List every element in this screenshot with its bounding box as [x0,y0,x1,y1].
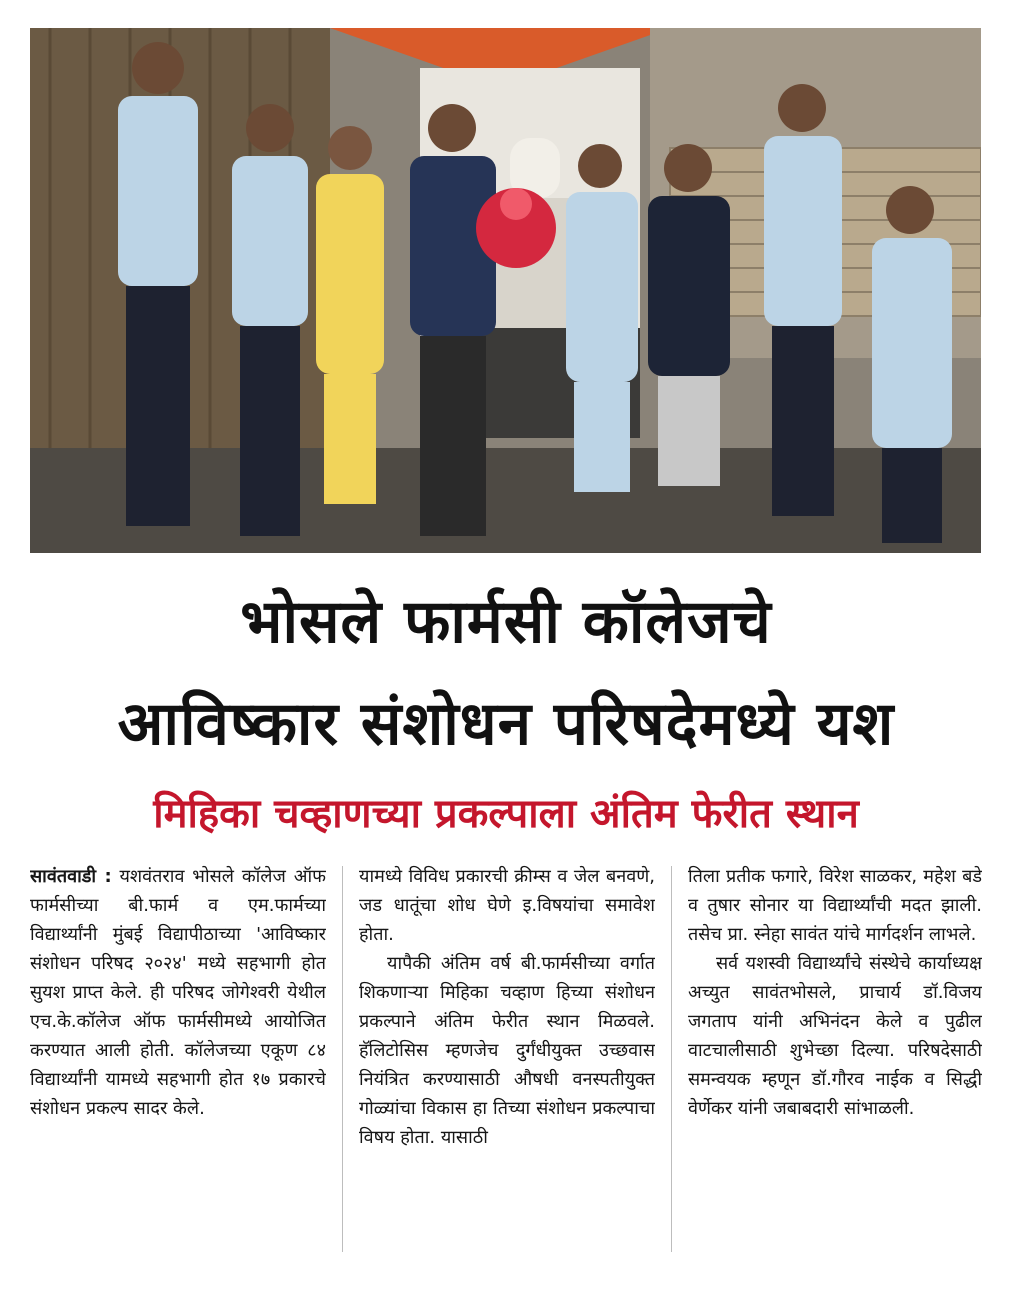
paragraph: यामध्ये विविध प्रकारची क्रीम्स व जेल बनवणे, जड धातूंचा शोध घेणे इ.विषयांचा समावेश होता. [359,866,655,945]
subheadline: मिहिका चव्हाणच्या प्रकल्पाला अंतिम फेरीत स्थान [153,791,859,837]
paragraph [30,862,326,1123]
paragraph: सर्व यशस्वी विद्यार्थ्यांचे संस्थेचे कार्याध्यक्ष अच्युत सावंतभोसले, प्राचार्य डॉ.विजय जगताप यांनी अभिनंदन केले व पुढील वाटचालीसाठी शुभेच्छा दिल्या. परिषदेसाठी समन्वयक म्हणून डॉ.गौरव नाईक व सिद्धी वेर्णेकर यांनी जबाबदारी सांभाळली. [688,953,982,1119]
paragraph: तिला प्रतीक फगारे, विरेश साळकर, महेश बडे व तुषार सोनार या विद्यार्थ्यांची मदत झाली. तसेच प्रा. स्नेहा सावंत यांचे मार्गदर्शन लाभले. [688,866,982,945]
headline-line-2: आविष्कार संशोधन परिषदेमध्ये यश [117,689,895,759]
article-column-1 [30,862,326,1262]
paragraph: यापैकी अंतिम वर्ष बी.फार्मसीच्या वर्गात शिकणाऱ्या मिहिका चव्हाण हिच्या संशोधन प्रकल्पाने अंतिम फेरीत स्थान मिळवले. हॅलिटोसिस म्हणजेच दुर्गंधीयुक्त उच्छवास नियंत्रित करण्यासाठी औषधी वनस्पतीयुक्त गोळ्यांचा विकास हा तिच्या संशोधन प्रकल्पाचा विषय होता. यासाठी [359,953,655,1148]
paragraph-text: यशवंतराव भोसले कॉलेज ऑफ फार्मसीच्या बी.फार्म व एम.फार्मच्या विद्यार्थ्यांनी मुंबई विद्यापीठाच्या 'आविष्कार संशोधन परिषद २०२४' मध्ये सहभागी होत सुयश प्राप्त केले. ही परिषद जोगेश्वरी येथील एच.के.कॉलेज ऑफ फार्मसीमध्ये आयोजित करण्यात आली होती. कॉलेजच्या एकूण ८४ विद्यार्थ्यांनी यामध्ये सहभागी होत १७ प्रकारचे संशोधन प्रकल्प सादर केले. [30,866,326,1119]
dateline: सावंतवाडी : [30,866,112,887]
headline-line-1: भोसले फार्मसी कॉलेजचे [240,587,772,657]
group-photo-illustration [30,28,981,553]
column-divider [671,866,672,1252]
article-photo [30,28,981,553]
article-column-2 [359,862,655,1262]
article-column-3 [688,862,982,1262]
column-divider [342,866,343,1252]
